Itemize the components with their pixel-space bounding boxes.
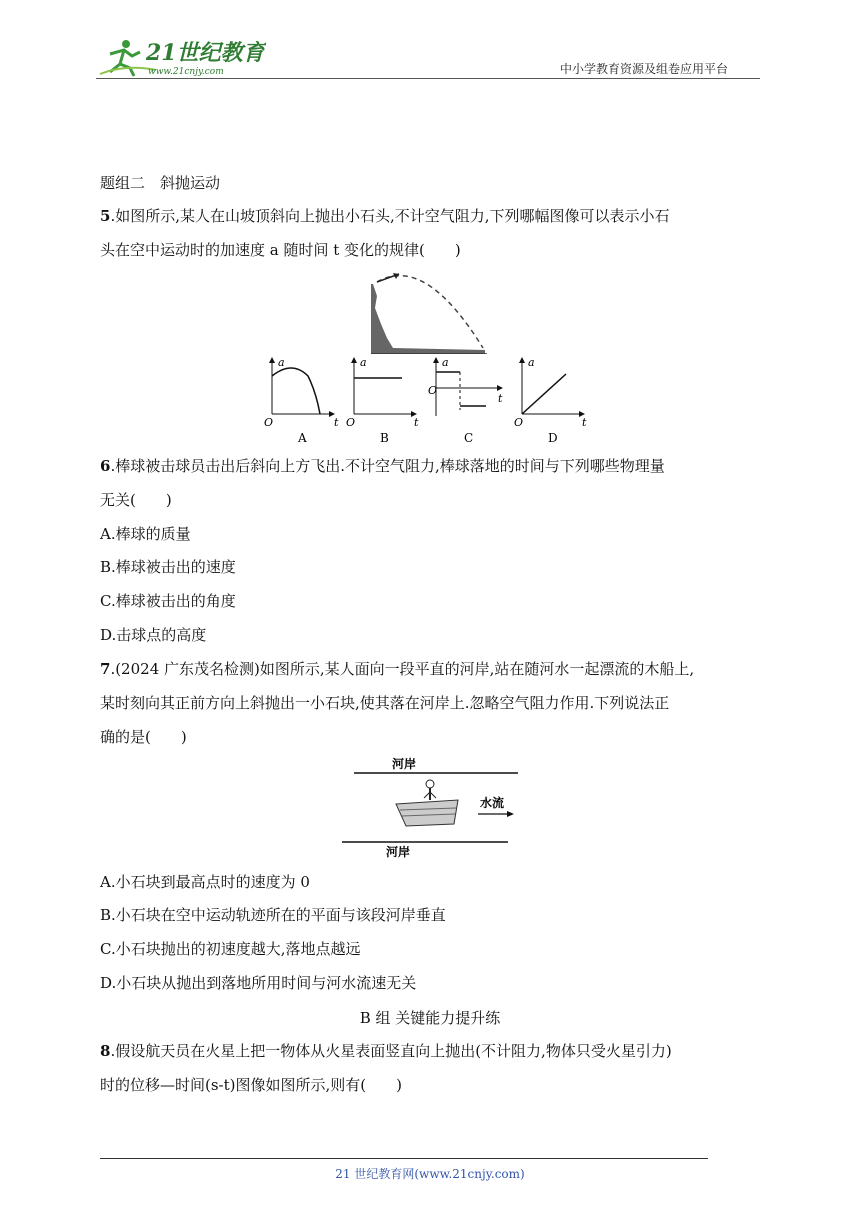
logo-url: www.21cnjy.com bbox=[148, 67, 224, 77]
svg-text:a: a bbox=[442, 356, 449, 369]
header-platform-text: 中小学教育资源及组卷应用平台 bbox=[560, 62, 729, 76]
q7-river-figure bbox=[340, 754, 522, 862]
hill-slope bbox=[371, 284, 485, 354]
q8-line2: 时的位移—时间(s-t)图像如图所示,则有( ) bbox=[100, 1076, 402, 1094]
footer-text: 21 世纪教育网(www.21cnjy.com) bbox=[335, 1167, 525, 1181]
q5-number: 5 bbox=[100, 207, 111, 225]
logo-text: 21世纪教育 bbox=[146, 40, 265, 66]
q5-line1: 5.如图所示,某人在山坡顶斜向上抛出小石头,不计空气阻力,下列哪幅图像可以表示小石 bbox=[100, 207, 670, 225]
bank-bottom-label: 河岸 bbox=[386, 845, 411, 859]
svg-text:t: t bbox=[414, 416, 419, 429]
q5-hill-figure bbox=[365, 268, 495, 354]
graph-c bbox=[428, 356, 503, 445]
q6-line2: 无关( ) bbox=[100, 491, 172, 509]
svg-text:O: O bbox=[514, 416, 524, 429]
q6-option-a: A.棒球的质量 bbox=[100, 525, 191, 543]
q7-option-d: D.小石块从抛出到落地所用时间与河水流速无关 bbox=[100, 974, 417, 992]
q7-line2: 某时刻向其正前方向上斜抛出一小石块,使其落在河岸上.忽略空气阻力作用.下列说法正 bbox=[100, 694, 670, 712]
header-divider bbox=[96, 78, 760, 79]
svg-text:t: t bbox=[582, 416, 587, 429]
svg-text:O: O bbox=[346, 416, 356, 429]
q7-line3: 确的是( ) bbox=[100, 728, 187, 746]
svg-text:t: t bbox=[498, 392, 503, 405]
footer-divider bbox=[100, 1158, 708, 1159]
q6-option-c: C.棒球被击出的角度 bbox=[100, 592, 236, 610]
section-title: 题组二 斜抛运动 bbox=[100, 174, 221, 192]
q5-graphs bbox=[262, 354, 602, 446]
svg-text:O: O bbox=[428, 384, 438, 397]
graph-a bbox=[264, 356, 339, 445]
q6-line1: 6.棒球被击球员击出后斜向上方飞出.不计空气阻力,棒球落地的时间与下列哪些物理量 bbox=[100, 457, 665, 475]
q7-option-a: A.小石块到最高点时的速度为 0 bbox=[100, 873, 310, 891]
group-b-title: B 组 关键能力提升练 bbox=[359, 1009, 501, 1027]
q7-option-c: C.小石块抛出的初速度越大,落地点越远 bbox=[100, 940, 361, 958]
graph-c-label: C bbox=[464, 431, 474, 445]
trajectory-dashed bbox=[377, 276, 483, 348]
graph-b bbox=[346, 356, 419, 445]
flow-arrow-icon bbox=[507, 811, 514, 817]
svg-text:O: O bbox=[264, 416, 274, 429]
svg-text:a: a bbox=[528, 356, 535, 369]
q7-option-b: B.小石块在空中运动轨迹所在的平面与该段河岸垂直 bbox=[100, 906, 446, 924]
q5-line2: 头在空中运动时的加速度 a 随时间 t 变化的规律( ) bbox=[100, 241, 461, 259]
q6-option-d: D.击球点的高度 bbox=[100, 626, 207, 644]
boat-with-person bbox=[396, 780, 458, 826]
svg-text:t: t bbox=[334, 416, 339, 429]
q6-number: 6 bbox=[100, 457, 111, 475]
svg-text:a: a bbox=[360, 356, 367, 369]
q8-line1: 8.假设航天员在火星上把一物体从火星表面竖直向上抛出(不计阻力,物体只受火星引力) bbox=[100, 1042, 672, 1060]
graph-d-label: D bbox=[548, 431, 558, 445]
q6-option-b: B.棒球被击出的速度 bbox=[100, 558, 236, 576]
svg-text:a: a bbox=[278, 356, 285, 369]
site-logo bbox=[96, 34, 266, 80]
q7-number: 7 bbox=[100, 660, 111, 678]
graph-a-label: A bbox=[298, 431, 307, 445]
q8-number: 8 bbox=[100, 1042, 111, 1060]
q7-line1: 7.(2024 广东茂名检测)如图所示,某人面向一段平直的河岸,站在随河水一起漂流的木船上, bbox=[100, 660, 695, 678]
graph-d bbox=[514, 356, 587, 445]
graph-b-label: B bbox=[380, 431, 389, 445]
bank-top-label: 河岸 bbox=[392, 757, 417, 771]
flow-label: 水流 bbox=[480, 796, 505, 810]
